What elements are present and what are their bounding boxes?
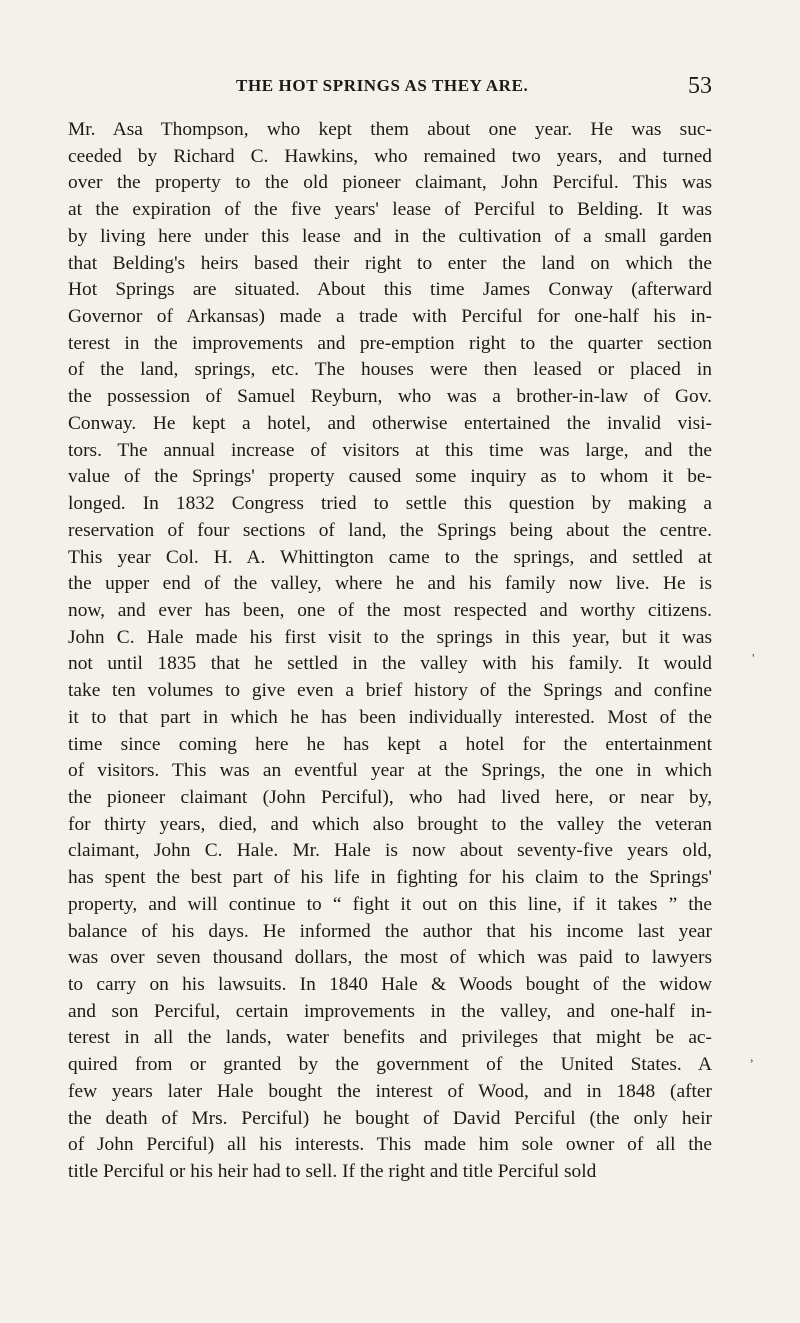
- text-line: to carry on his lawsuits. In 1840 Hale & Woods bought of the widow: [68, 974, 712, 995]
- text-line: quired from or granted by the government of the United States. A: [68, 1054, 712, 1076]
- text-line: over the property to the old pioneer claimant, John Perciful. This was: [68, 172, 712, 194]
- text-line: tors. The annual increase of visitors at this time was large, and the: [68, 439, 712, 461]
- scan-speck: ': [752, 652, 755, 667]
- text-line: terest in all the lands, water benefits and privileges that might be ac-: [68, 1027, 712, 1049]
- text-line: ceeded by Richard C. Hawkins, who remained two years, and turned: [68, 145, 712, 167]
- text-line: at the expiration of the five years' lease of Perciful to Belding. It was: [68, 199, 712, 221]
- scan-speck: ,: [750, 1050, 754, 1065]
- text-line: property, and will continue to “ fight it out on this line, if it takes ” the: [68, 893, 712, 915]
- text-line: Conway. He kept a hotel, and otherwise entertained the invalid visi-: [68, 412, 712, 434]
- text-line: the upper end of the valley, where he and his family now live. He is: [68, 573, 712, 595]
- text-line: now, and ever has been, one of the most respected and worthy citizens.: [68, 599, 712, 621]
- page-number: 53: [688, 73, 712, 99]
- text-line: longed. In 1832 Congress tried to settle this question by making a: [68, 493, 712, 515]
- text-line: not until 1835 that he settled in the valley with his family. It would: [68, 653, 712, 675]
- text-line: time since coming here he has kept a hotel for the entertainment: [68, 733, 712, 755]
- running-head: [62, 73, 712, 106]
- text-line: of the land, springs, etc. The houses were then leased or placed in: [68, 359, 712, 381]
- text-line: claimant, John C. Hale. Mr. Hale is now about seventy-five years old,: [68, 840, 712, 862]
- text-line: the pioneer claimant (John Perciful), who had lived here, or near by,: [68, 786, 712, 808]
- text-line: by living here under this lease and in the cultivation of a small garden: [68, 225, 712, 247]
- text-line: for thirty years, died, and which also brought to the valley the veteran: [68, 813, 712, 835]
- text-line: and son Perciful, certain improvements in the valley, and one-half in-: [68, 1000, 712, 1022]
- body-text: [68, 117, 712, 1186]
- text-line: John C. Hale made his first visit to the springs in this year, but it was: [68, 626, 712, 648]
- text-line: was over seven thousand dollars, the most of which was paid to lawyers: [68, 947, 712, 969]
- text-line: of visitors. This was an eventful year at the Springs, the one in which: [68, 760, 712, 782]
- text-line: Governor of Arkansas) made a trade with Perciful for one-half his in-: [68, 306, 712, 328]
- text-line: balance of his days. He informed the author that his income last year: [68, 920, 712, 942]
- text-line: that Belding's heirs based their right to enter the land on which the: [68, 252, 712, 274]
- text-line: take ten volumes to give even a brief history of the Springs and confine: [68, 680, 712, 702]
- text-line: reservation of four sections of land, the Springs being about the centre.: [68, 519, 712, 541]
- text-line: title Perciful or his heir had to sell. If the right and title Perciful sold: [68, 1161, 597, 1183]
- text-line: the death of Mrs. Perciful) he bought of David Perciful (the only heir: [68, 1107, 712, 1129]
- text-line: the possession of Samuel Reyburn, who was a brother-in-law of Gov.: [68, 386, 712, 408]
- text-line: of John Perciful) all his interests. This made him sole owner of all the: [68, 1134, 712, 1156]
- text-line: it to that part in which he has been individually interested. Most of the: [68, 706, 712, 728]
- text-line: value of the Springs' property caused some inquiry as to whom it be-: [68, 466, 712, 488]
- text-line: few years later Hale bought the interest of Wood, and in 1848 (after: [68, 1080, 712, 1102]
- text-line: Hot Springs are situated. About this time James Conway (afterward: [68, 279, 712, 301]
- running-title: THE HOT SPRINGS AS THEY ARE.: [236, 76, 529, 95]
- text-line: terest in the improvements and pre-emption right to the quarter section: [68, 332, 712, 354]
- text-line: This year Col. H. A. Whittington came to the springs, and settled at: [68, 546, 712, 568]
- text-line: Mr. Asa Thompson, who kept them about one year. He was suc-: [68, 119, 712, 140]
- text-line: has spent the best part of his life in fighting for his claim to the Springs': [68, 867, 712, 889]
